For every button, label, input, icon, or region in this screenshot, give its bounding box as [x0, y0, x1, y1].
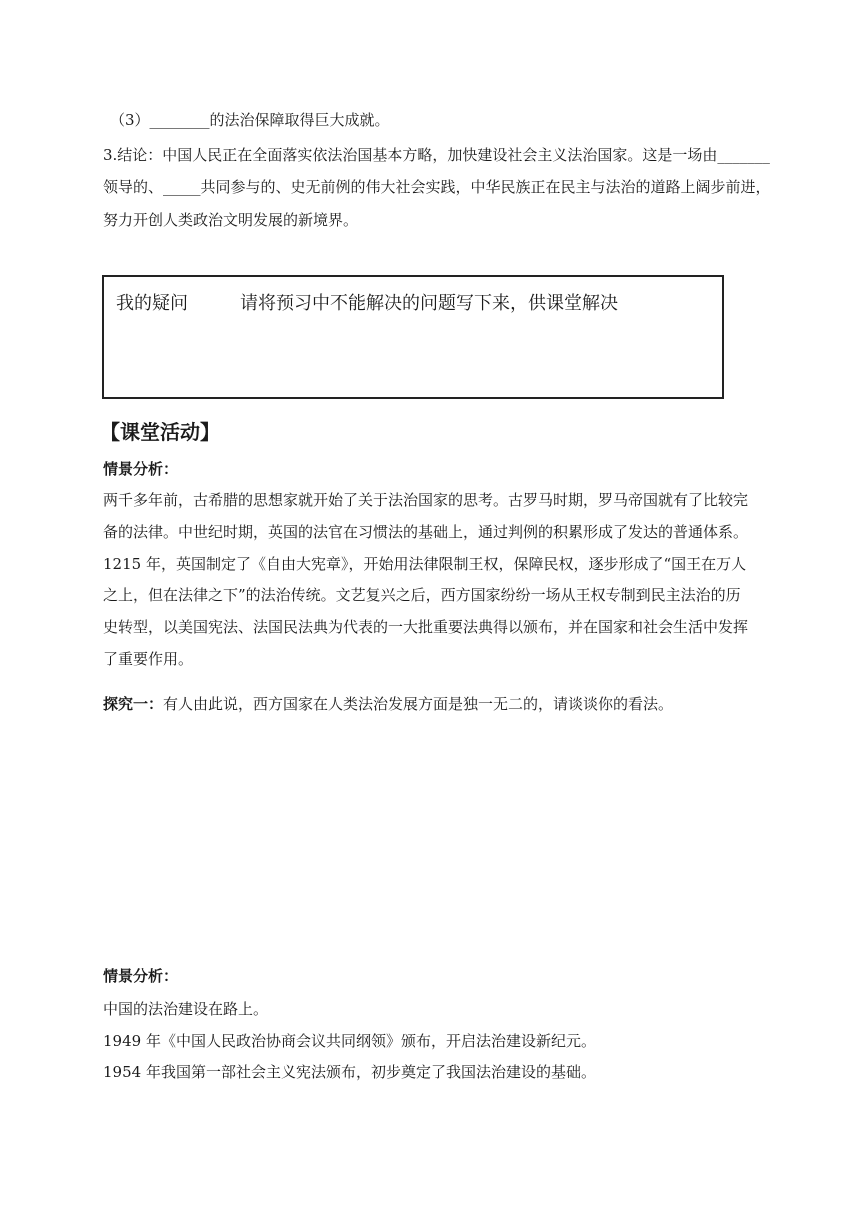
question-box-label: 我的疑问: [116, 293, 188, 314]
scenario-2-label: 情景分析：: [103, 967, 179, 985]
scenario-1-line-4: 之上，但在法律之下”的法治传统。文艺复兴之后，西方国家纷纷一场从王权专制到民主法治的历: [103, 586, 741, 604]
inquiry-1: [103, 694, 673, 714]
scenario-1-line-3: 1215 年，英国制定了《自由大宪章》，开始用法律限制王权，保障民权，逐步形成了“国王在万人: [103, 555, 747, 573]
scenario-1-line-2: 备的法律。中世纪时期，英国的法官在习惯法的基础上，通过判例的积累形成了发达的普通体系。: [103, 523, 749, 541]
scenario-1-label: 情景分析：: [103, 460, 179, 478]
scenario-1-line-6: 了重要作用。: [103, 650, 194, 668]
scenario-1-line-1: 两千多年前，古希腊的思想家就开始了关于法治国家的思考。古罗马时期，罗马帝国就有了比较完: [103, 491, 749, 509]
activity-heading: 【课堂活动】: [100, 420, 220, 444]
answer-space[interactable]: [103, 725, 753, 955]
question-box-instruction: 请将预习中不能解决的问题写下来，供课堂解决: [240, 293, 618, 314]
inquiry-1-label: 探究一：: [103, 695, 164, 713]
scenario-2-line-1: 中国的法治建设在路上。: [103, 1000, 269, 1018]
conclusion-line-1: 3.结论：中国人民正在全面落实依法治国基本方略，加快建设社会主义法治国家。这是一场由_______: [103, 146, 770, 164]
review-item-3: （3）________的法治保障取得巨大成就。: [110, 111, 390, 129]
scenario-2-line-3: 1954 年我国第一部社会主义宪法颁布，初步奠定了我国法治建设的基础。: [103, 1063, 596, 1081]
scenario-1-line-5: 史转型，以美国宪法、法国民法典为代表的一大批重要法典得以颁布，并在国家和社会生活中发挥: [103, 618, 749, 636]
question-box[interactable]: [102, 275, 724, 399]
scenario-2-line-2: 1949 年《中国人民政治协商会议共同纲领》颁布，开启法治建设新纪元。: [103, 1032, 596, 1050]
conclusion-line-2: 领导的、_____共同参与的、史无前例的伟大社会实践，中华民族正在民主与法治的道路上阔步前进，: [103, 178, 771, 196]
conclusion-line-3: 努力开创人类政治文明发展的新境界。: [103, 211, 359, 229]
inquiry-1-text: 有人由此说，西方国家在人类法治发展方面是独一无二的，请谈谈你的看法。: [163, 695, 674, 713]
